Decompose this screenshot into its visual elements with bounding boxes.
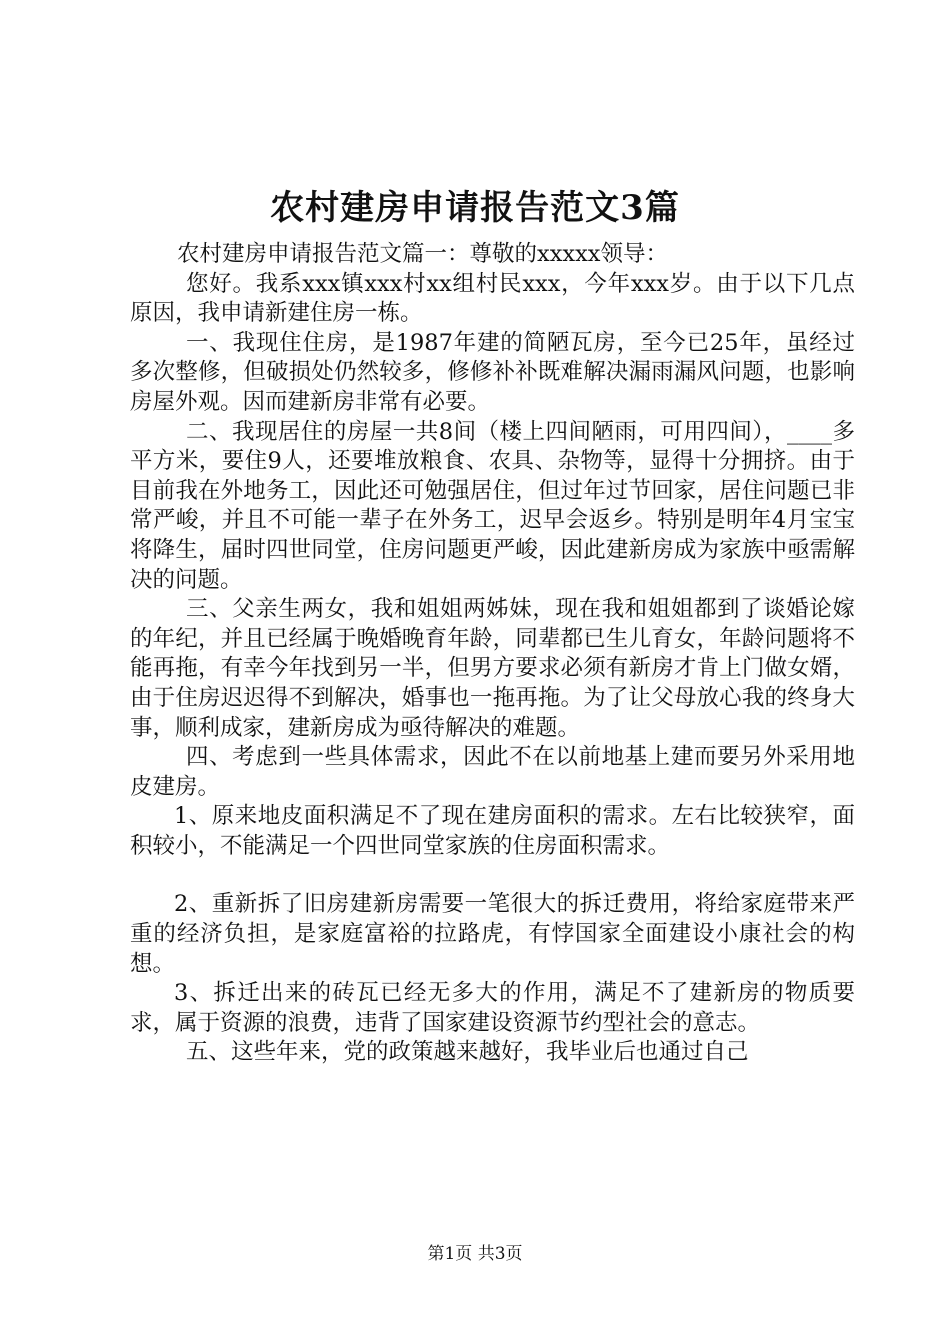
page-footer: 第1页 共3页	[427, 1244, 523, 1264]
paragraph-subpoint-1: 1、原来地皮面积满足不了现在建房面积的需求。左右比较狭窄，面积较小，不能满足一个四世同堂家族的住房面积需求。	[130, 803, 855, 859]
paragraph-reason-5: 五、这些年来，党的政策越来越好，我毕业后也通过自己	[186, 1039, 749, 1066]
paragraph-reason-3: 三、父亲生两女，我和姐姐两姊妹，现在我和姐姐都到了谈婚论嫁的年纪，并且已经属于晚婚晚育年龄，同辈都已生儿育女，年龄问题将不能再拖，有幸今年找到另一半，但男方要求必须有新房才肯上门做女婿，由于住房迟迟得不到解决，婚事也一拖再拖。为了让父母放心我的终身大事，顺利成家，建新房成为亟待解决的难题。	[130, 596, 855, 741]
paragraph-reason-4: 四、考虑到一些具体需求，因此不在以前地基上建而要另外采用地皮建房。	[130, 744, 855, 800]
paragraph-subpoint-3: 3、拆迁出来的砖瓦已经无多大的作用，满足不了建新房的物质要求，属于资源的浪费，违背了国家建设资源节约型社会的意志。	[130, 980, 855, 1036]
paragraph-reason-2: 二、我现居住的房屋一共8间（楼上四间陋雨，可用四间），____多平方米，要住9人，还要堆放粮食、农具、杂物等，显得十分拥挤。由于目前我在外地务工，因此还可勉强居住，但过年过节回家，居住问题已非常严峻，并且不可能一辈子在外务工，迟早会返乡。特别是明年4月宝宝将降生，届时四世同堂，住房问题更严峻，因此建新房成为家族中亟需解决的问题。	[130, 418, 855, 593]
document-title: 农村建房申请报告范文3篇	[270, 188, 680, 228]
document-body	[130, 240, 855, 1068]
paragraph-subpoint-2: 2、重新拆了旧房建新房需要一笔很大的拆迁费用，将给家庭带来严重的经济负担，是家庭富裕的拉路虎，有悖国家全面建设小康社会的构想。	[130, 891, 855, 977]
paragraph-greeting: 您好。我系xxx镇xxx村xx组村民xxx，今年xxx岁。由于以下几点原因，我申请新建住房一栋。	[130, 270, 855, 327]
paragraph-salutation: 农村建房申请报告范文篇一：尊敬的xxxxx领导：	[177, 241, 668, 267]
paragraph-reason-1: 一、我现住住房，是1987年建的简陋瓦房，至今已25年，虽经过多次整修，但破损处仍然较多，修修补补既难解决漏雨漏风问题，也影响房屋外观。因而建新房非常有必要。	[130, 329, 855, 415]
